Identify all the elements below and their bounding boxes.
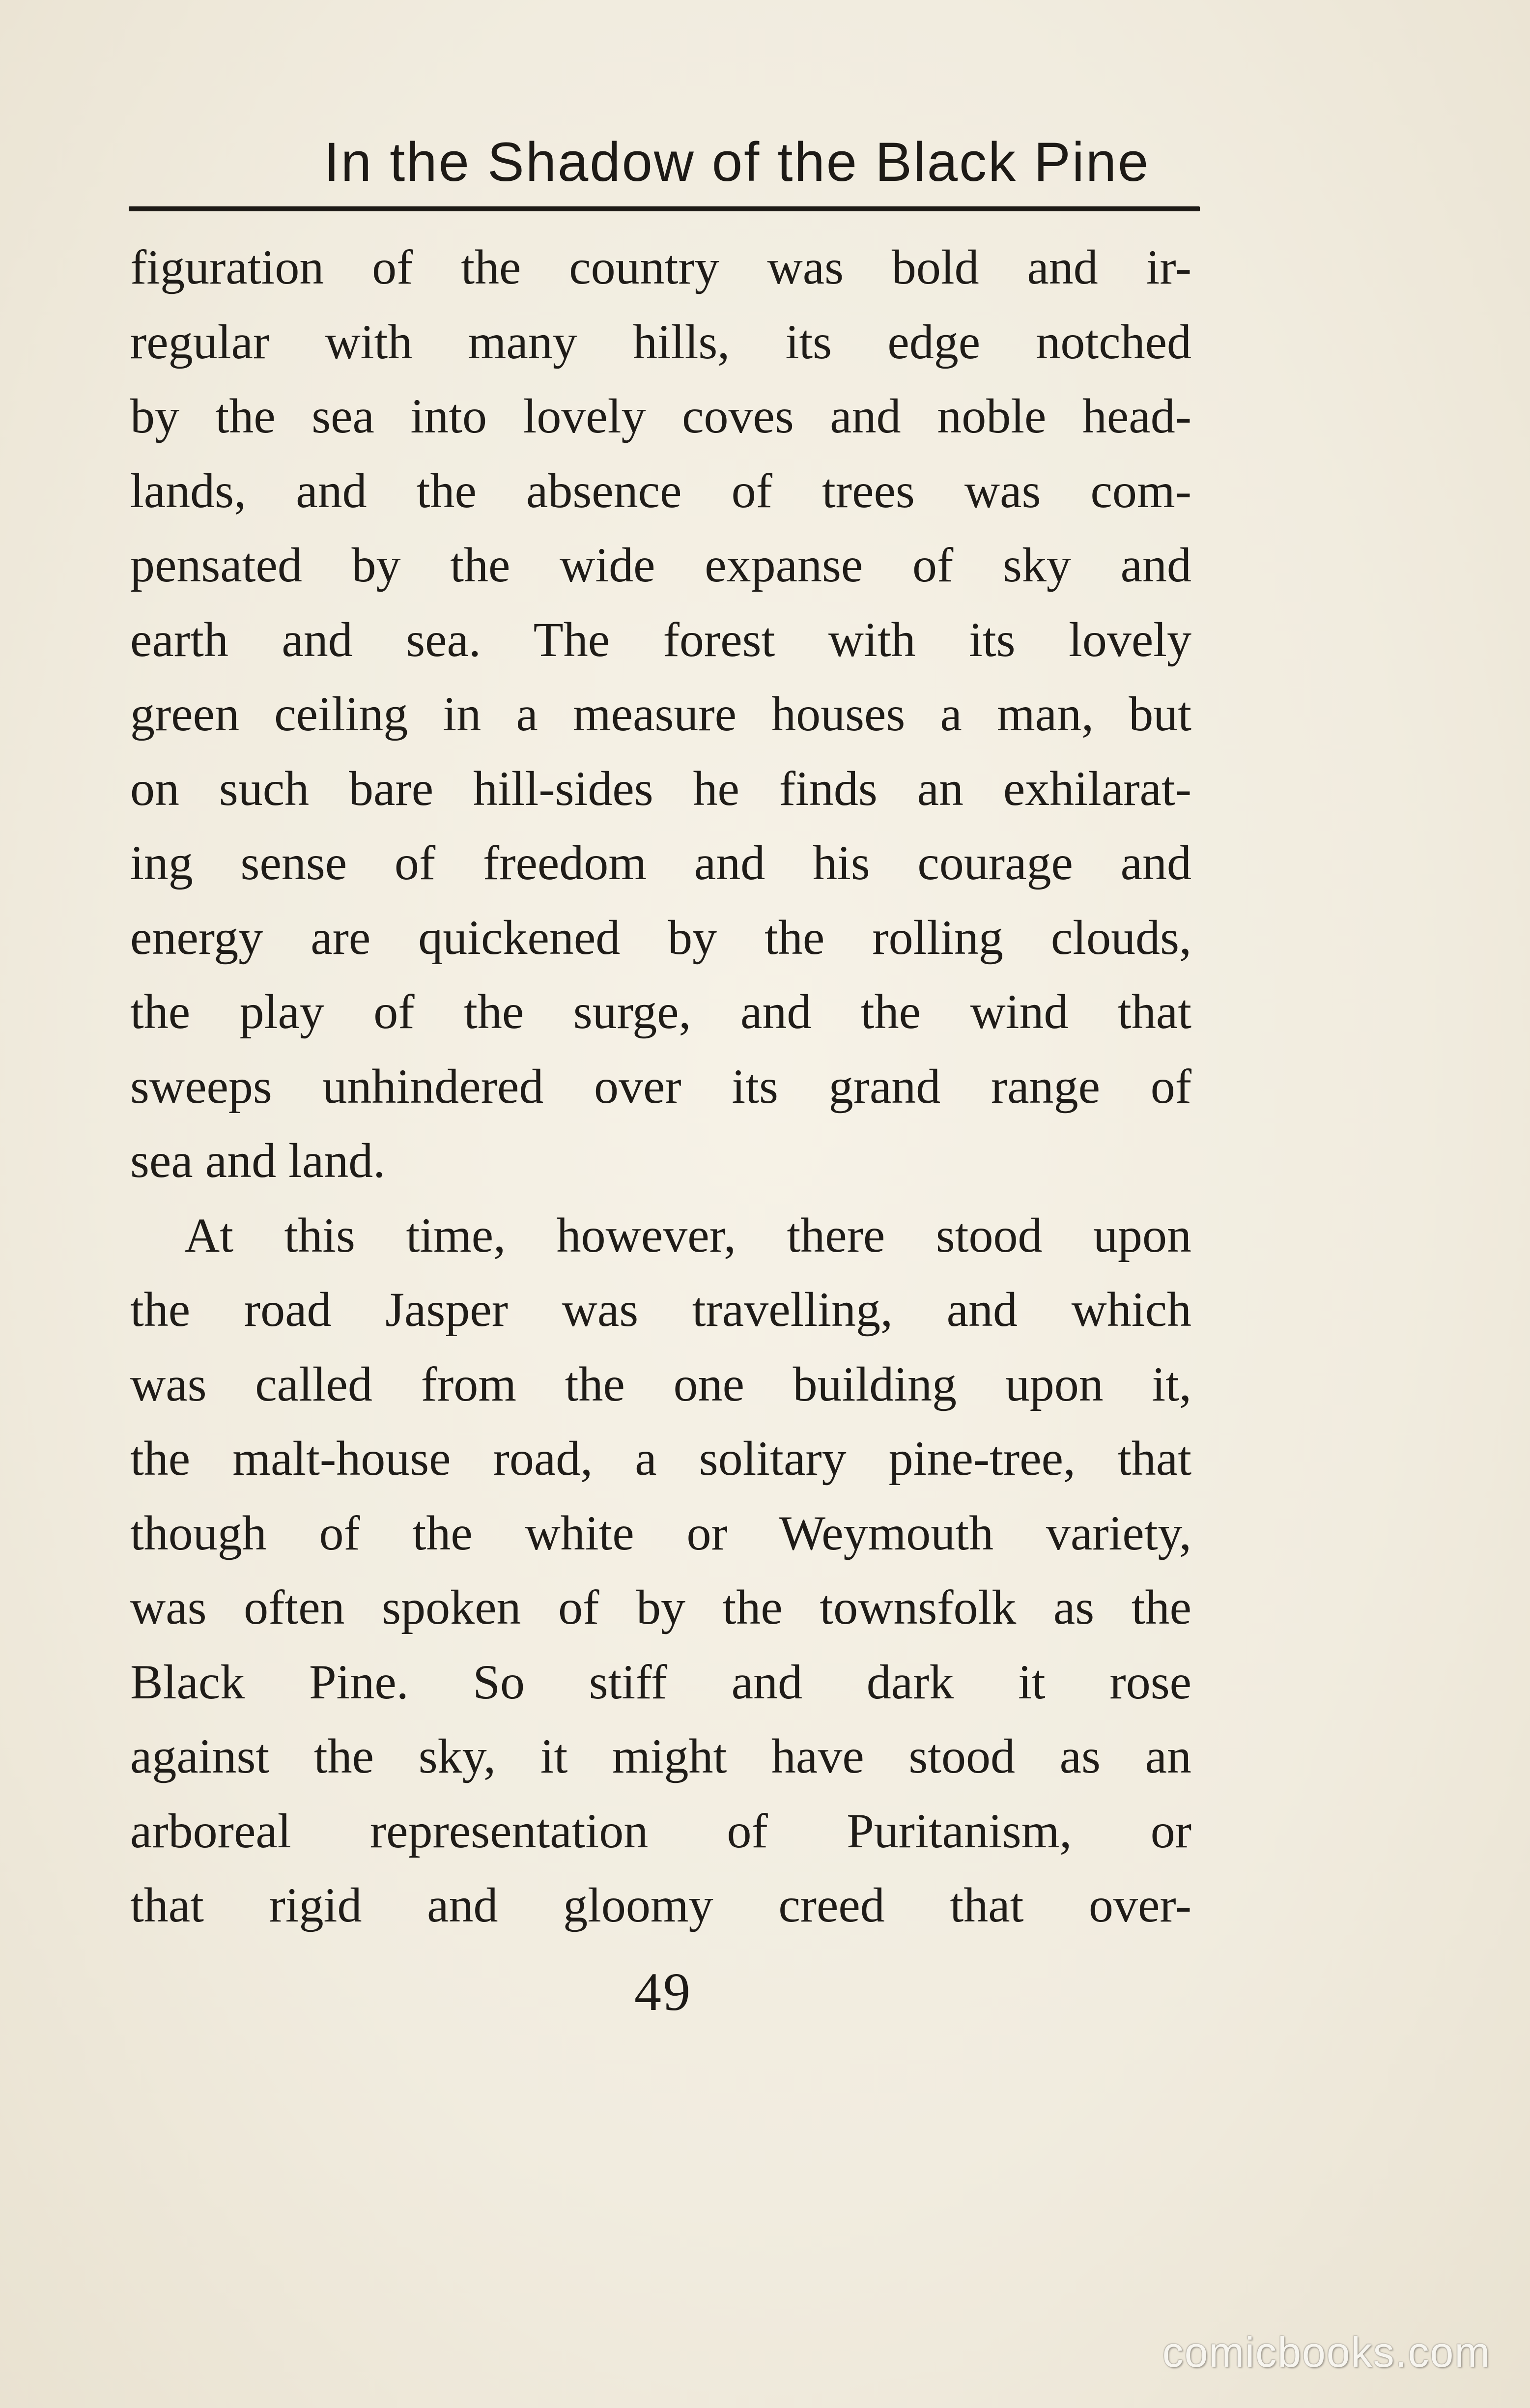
text-line: was often spoken of by the townsfolk as the	[130, 1580, 1191, 1634]
text-line: earth and sea. The forest with its lovely	[130, 612, 1191, 667]
running-head: In the Shadow of the Black Pine	[324, 131, 1150, 193]
text-line: was called from the one building upon it,	[130, 1356, 1191, 1411]
text-line: pensated by the wide expanse of sky and	[130, 538, 1191, 592]
watermark: comicbooks.com	[1162, 2329, 1491, 2376]
text-line: energy are quickened by the rolling clouds,	[130, 910, 1191, 965]
text-line: that rigid and gloomy creed that over-	[130, 1878, 1191, 1932]
text-line: by the sea into lovely coves and noble head-	[130, 389, 1191, 443]
text-line: sea and land.	[130, 1133, 386, 1188]
text-line: Black Pine. So stiff and dark it rose	[130, 1654, 1191, 1709]
text-line: lands, and the absence of trees was com-	[130, 463, 1191, 518]
text-line: the play of the surge, and the wind that	[130, 984, 1191, 1039]
text-line: on such bare hill-sides he finds an exhilarat-	[130, 761, 1191, 816]
text-line: the road Jasper was travelling, and which	[130, 1282, 1191, 1337]
text-line: sweeps unhindered over its grand range of	[130, 1059, 1191, 1114]
text-line: though of the white or Weymouth variety,	[130, 1505, 1191, 1560]
header-rule	[129, 206, 1200, 211]
text-line: figuration of the country was bold and ir-	[130, 240, 1191, 294]
text-line: ing sense of freedom and his courage and	[130, 835, 1191, 890]
text-line: regular with many hills, its edge notched	[130, 314, 1191, 369]
text-line: green ceiling in a measure houses a man, but	[130, 687, 1191, 741]
text-line: against the sky, it might have stood as an	[130, 1729, 1191, 1783]
page-number: 49	[634, 1962, 692, 2022]
text-line: At this time, however, there stood upon	[184, 1207, 1191, 1262]
body-text	[130, 230, 1191, 1943]
text-line: the malt-house road, a solitary pine-tree, that	[130, 1431, 1191, 1486]
text-line: arboreal representation of Puritanism, or	[130, 1803, 1191, 1858]
